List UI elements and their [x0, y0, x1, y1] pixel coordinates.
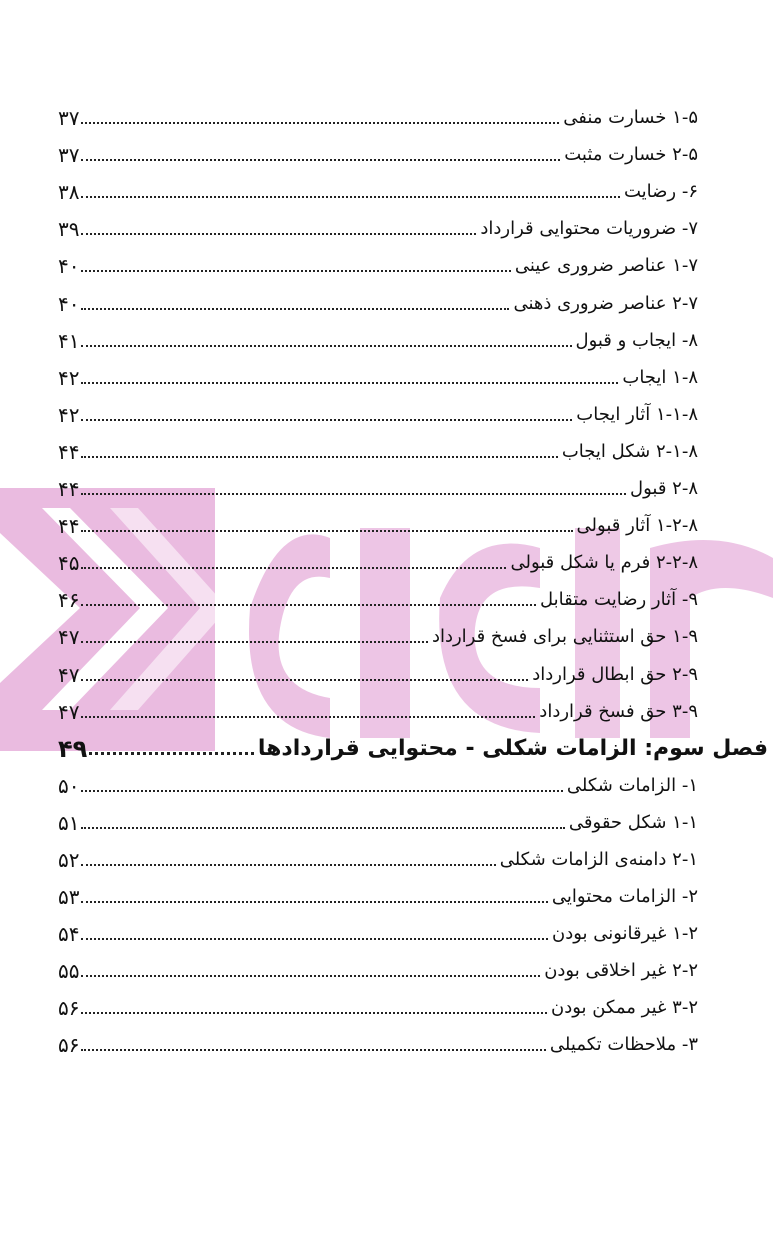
toc-entry-page-number: ۴۴ — [58, 477, 80, 502]
dot-leader — [81, 233, 476, 235]
toc-entry-page-number: ۴۷ — [58, 662, 80, 687]
toc-entry[interactable] — [58, 539, 698, 576]
dot-leader — [81, 790, 562, 792]
dot-leader — [81, 938, 547, 940]
toc-entry-title: ۱-۵ خسارت منفی — [563, 107, 698, 129]
dot-leader — [81, 382, 618, 384]
toc-entry-page-number: ۴۰ — [58, 291, 80, 316]
toc-entry[interactable] — [58, 613, 698, 650]
toc-entry-page-number: ۴۹ — [58, 734, 88, 763]
toc-entry-page-number: ۳۷ — [58, 106, 80, 131]
dot-leader — [81, 196, 619, 198]
toc-entry-title: ۲-۷ عناصر ضروری ذهنی — [513, 292, 698, 314]
toc-entry-title: ۱- الزامات شکلی — [566, 774, 698, 796]
toc-entry-page-number: ۴۶ — [58, 588, 80, 613]
dot-leader — [81, 1049, 545, 1051]
toc-entry-page-number: ۴۷ — [58, 625, 80, 650]
toc-entry[interactable] — [58, 688, 698, 725]
toc-entry-title: ۷- ضروریات محتوایی قرارداد — [480, 218, 698, 240]
toc-entry[interactable] — [58, 94, 698, 131]
toc-entry[interactable] — [58, 168, 698, 205]
toc-entry-page-number: ۴۲ — [58, 402, 80, 427]
dot-leader — [81, 345, 571, 347]
toc-entry-page-number: ۴۴ — [58, 514, 80, 539]
toc-entry-page-number: ۴۴ — [58, 439, 80, 464]
chapter-heading[interactable] — [58, 725, 768, 762]
dot-leader — [81, 530, 572, 532]
dot-leader — [81, 308, 509, 310]
dot-leader — [81, 419, 572, 421]
dot-leader — [81, 567, 506, 569]
table-of-contents — [58, 94, 768, 1058]
toc-entry-page-number: ۵۴ — [58, 922, 80, 947]
toc-entry-page-number: ۴۷ — [58, 699, 80, 724]
dot-leader — [81, 122, 559, 124]
toc-entry-title: ۳-۹ حق فسخ قرارداد — [539, 700, 698, 722]
toc-entry-title: ۳- ملاحظات تکمیلی — [549, 1034, 698, 1056]
toc-entry-title: ۳-۲ غیر ممکن بودن — [550, 997, 698, 1019]
dot-leader — [81, 864, 495, 866]
toc-entry-page-number: ۵۶ — [58, 1033, 80, 1058]
toc-entry-page-number: ۴۲ — [58, 365, 80, 390]
toc-entry[interactable] — [58, 984, 698, 1021]
toc-entry[interactable] — [58, 910, 698, 947]
toc-entry-title: ۲-۲-۸ فرم یا شکل قبولی — [510, 552, 698, 574]
toc-entry-page-number: ۵۶ — [58, 996, 80, 1021]
dot-leader — [81, 679, 528, 681]
toc-entry[interactable] — [58, 279, 698, 316]
toc-entry-title: ۱-۲ غیرقانونی بودن — [551, 923, 698, 945]
toc-entry[interactable] — [58, 131, 698, 168]
toc-entry[interactable] — [58, 317, 698, 354]
toc-entry-title: ۸- ایجاب و قبول — [575, 329, 698, 351]
toc-entry-title: ۲-۱-۸ شکل ایجاب — [561, 440, 698, 462]
toc-entry[interactable] — [58, 836, 698, 873]
toc-entry-title: ۱-۷ عناصر ضروری عینی — [514, 255, 698, 277]
toc-entry-title: ۱-۱-۸ آثار ایجاب — [576, 403, 698, 425]
dot-leader — [81, 641, 427, 643]
toc-entry-page-number: ۵۲ — [58, 847, 80, 872]
dot-leader — [81, 1012, 546, 1014]
toc-entry-title: ۱-۱ شکل حقوقی — [568, 811, 698, 833]
toc-entry[interactable] — [58, 576, 698, 613]
toc-entry-title: ۲-۱ دامنه‌ی الزامات شکلی — [499, 848, 698, 870]
dot-leader — [89, 752, 254, 755]
toc-entry[interactable] — [58, 1021, 698, 1058]
toc-entry-page-number: ۵۳ — [58, 885, 80, 910]
dot-leader — [81, 270, 510, 272]
dot-leader — [81, 159, 560, 161]
dot-leader — [81, 456, 557, 458]
toc-entry[interactable] — [58, 205, 698, 242]
toc-entry[interactable] — [58, 947, 698, 984]
toc-entry-title: ۲-۹ حق ابطال قرارداد — [532, 663, 698, 685]
toc-entry-title: ۲-۵ خسارت مثبت — [564, 144, 698, 166]
toc-entry-title: ۲- الزامات محتوایی — [551, 886, 698, 908]
toc-entry[interactable] — [58, 391, 698, 428]
toc-entry-title: ۹- آثار رضایت متقابل — [540, 589, 698, 611]
toc-entry[interactable] — [58, 762, 698, 799]
dot-leader — [81, 716, 535, 718]
dot-leader — [81, 493, 626, 495]
toc-entry-page-number: ۴۵ — [58, 551, 80, 576]
toc-entry-page-number: ۳۷ — [58, 143, 80, 168]
toc-entry-title: ۲-۸ قبول — [630, 478, 698, 500]
toc-entry-page-number: ۴۰ — [58, 254, 80, 279]
toc-entry-page-number: ۳۹ — [58, 217, 80, 242]
dot-leader — [81, 827, 564, 829]
toc-entry-title: ۱-۲-۸ آثار قبولی — [576, 515, 698, 537]
toc-entry[interactable] — [58, 428, 698, 465]
toc-entry-title: فصل سوم: الزامات شکلی - محتوایی قراردادها — [257, 735, 768, 761]
toc-entry-title: ۶- رضایت — [623, 181, 698, 203]
toc-entry-page-number: ۵۵ — [58, 959, 80, 984]
toc-entry-title: ۲-۲ غیر اخلاقی بودن — [544, 960, 698, 982]
toc-entry[interactable] — [58, 799, 698, 836]
toc-entry-page-number: ۵۰ — [58, 773, 80, 798]
toc-entry[interactable] — [58, 873, 698, 910]
dot-leader — [81, 975, 540, 977]
toc-entry[interactable] — [58, 242, 698, 279]
toc-entry[interactable] — [58, 650, 698, 687]
dot-leader — [81, 901, 547, 903]
toc-entry-title: ۱-۹ حق استثنایی برای فسخ قرارداد — [431, 626, 698, 648]
toc-entry[interactable] — [58, 465, 698, 502]
toc-entry-page-number: ۴۱ — [58, 328, 80, 353]
toc-entry[interactable] — [58, 354, 698, 391]
toc-entry-page-number: ۳۸ — [58, 180, 80, 205]
dot-leader — [81, 604, 536, 606]
toc-entry-title: ۱-۸ ایجاب — [622, 366, 698, 388]
toc-entry-page-number: ۵۱ — [58, 810, 80, 835]
toc-entry[interactable] — [58, 502, 698, 539]
